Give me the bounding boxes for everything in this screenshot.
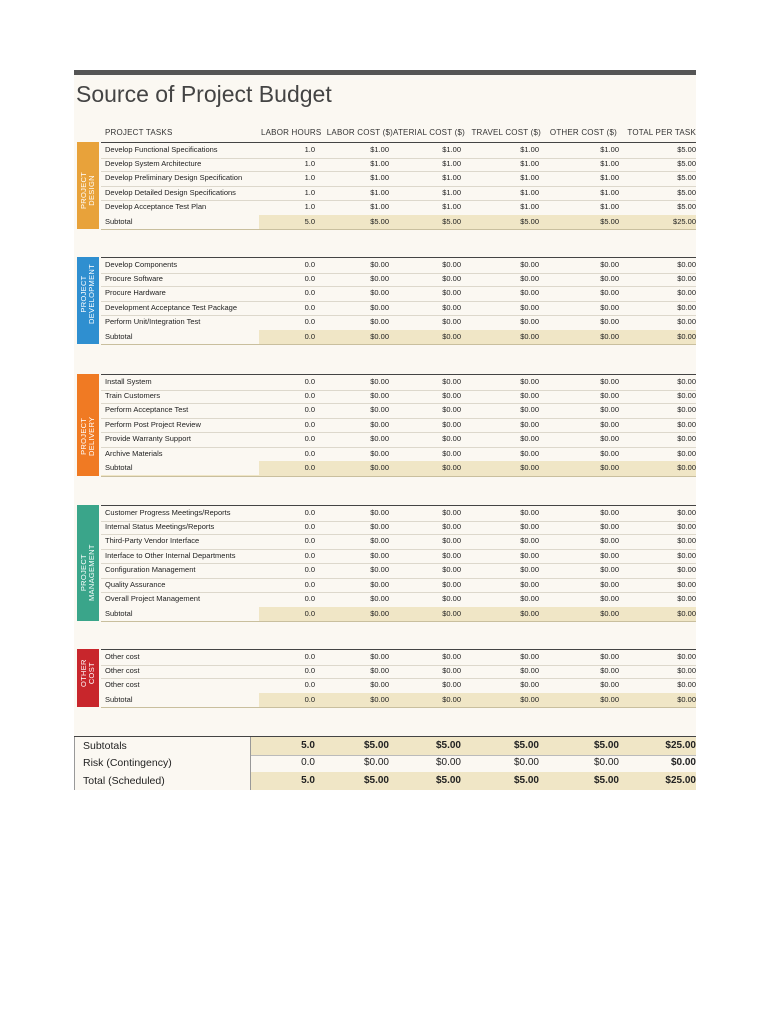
top-rule bbox=[74, 70, 696, 75]
task-name: Other cost bbox=[105, 665, 140, 675]
totals-label: Total (Scheduled) bbox=[74, 772, 251, 790]
cell-labor-cost: $0.00 bbox=[370, 260, 389, 269]
cell-travel-cost: $1.00 bbox=[520, 202, 539, 211]
cell-material-cost: $0.00 bbox=[442, 302, 461, 312]
cell-total-per-task: $0.00 bbox=[677, 508, 696, 517]
table-row bbox=[101, 403, 696, 419]
task-name: Archive Materials bbox=[105, 448, 163, 458]
cell-other-cost: $0.00 bbox=[600, 390, 619, 400]
table-row bbox=[101, 157, 696, 173]
cell-travel-cost: $1.00 bbox=[520, 187, 539, 197]
task-name: Procure Software bbox=[105, 273, 163, 283]
totals-row bbox=[74, 736, 696, 756]
section-color-bar bbox=[77, 374, 99, 476]
cell-labor-hours: 1.0 bbox=[304, 202, 315, 211]
cell-labor-hours: 0.0 bbox=[304, 694, 315, 704]
cell-travel-cost: $1.00 bbox=[520, 173, 539, 182]
cell-other-cost: $1.00 bbox=[600, 158, 619, 168]
cell-labor-hours: 0.0 bbox=[304, 680, 315, 689]
totals-row bbox=[74, 772, 696, 790]
subtotal-row bbox=[101, 693, 696, 709]
totals-cell-labor-hours: 5.0 bbox=[301, 740, 315, 751]
cell-total-per-task: $0.00 bbox=[677, 463, 696, 472]
subtotal-label: Subtotal bbox=[101, 693, 259, 707]
cell-total-per-task: $5.00 bbox=[677, 187, 696, 197]
cell-labor-hours: 0.0 bbox=[304, 550, 315, 560]
cell-total-per-task: $0.00 bbox=[677, 419, 696, 429]
totals-cell-total-per-task: $25.00 bbox=[665, 740, 696, 751]
cell-material-cost: $0.00 bbox=[442, 273, 461, 283]
header-material-cost: ATERIAL COST ($) bbox=[393, 128, 465, 137]
cell-material-cost: $0.00 bbox=[442, 331, 461, 341]
section-color-bar bbox=[77, 649, 99, 707]
cell-travel-cost: $0.00 bbox=[520, 550, 539, 560]
task-name: Develop Detailed Design Specifications bbox=[105, 187, 236, 197]
task-name: Develop Components bbox=[105, 260, 178, 269]
table-row bbox=[101, 315, 696, 331]
section-label: PROJECT DEVELOPMENT bbox=[79, 264, 96, 324]
cell-labor-cost: $0.00 bbox=[370, 579, 389, 589]
cell-labor-hours: 0.0 bbox=[304, 521, 315, 531]
totals-label: Risk (Contingency) bbox=[74, 754, 251, 772]
task-name: Provide Warranty Support bbox=[105, 434, 192, 443]
header-travel-cost: TRAVEL COST ($) bbox=[471, 128, 541, 137]
cell-labor-hours: 0.0 bbox=[304, 288, 315, 297]
subtotal-row bbox=[101, 461, 696, 477]
section-color-bar bbox=[77, 142, 99, 229]
task-name: Third-Party Vendor Interface bbox=[105, 536, 200, 545]
cell-other-cost: $0.00 bbox=[600, 419, 619, 429]
cell-travel-cost: $0.00 bbox=[520, 273, 539, 283]
header-total-per-task: TOTAL PER TASK bbox=[627, 128, 696, 137]
cell-total-per-task: $25.00 bbox=[673, 216, 696, 226]
table-row bbox=[101, 549, 696, 565]
cell-travel-cost: $0.00 bbox=[520, 288, 539, 297]
cell-total-per-task: $5.00 bbox=[677, 202, 696, 211]
cell-total-per-task: $0.00 bbox=[677, 680, 696, 689]
cell-labor-cost: $0.00 bbox=[370, 550, 389, 560]
cell-material-cost: $0.00 bbox=[442, 448, 461, 458]
task-name: Other cost bbox=[105, 652, 140, 661]
cell-labor-cost: $0.00 bbox=[370, 594, 389, 603]
cell-travel-cost: $0.00 bbox=[520, 390, 539, 400]
cell-other-cost: $0.00 bbox=[600, 405, 619, 414]
table-row bbox=[101, 200, 696, 216]
cell-labor-cost: $0.00 bbox=[370, 331, 389, 341]
cell-labor-cost: $0.00 bbox=[370, 302, 389, 312]
cell-other-cost: $0.00 bbox=[600, 463, 619, 472]
cell-travel-cost: $0.00 bbox=[520, 419, 539, 429]
cell-other-cost: $0.00 bbox=[600, 302, 619, 312]
totals-cell-travel-cost: $0.00 bbox=[513, 757, 539, 768]
cell-labor-hours: 0.0 bbox=[304, 302, 315, 312]
cell-material-cost: $0.00 bbox=[442, 536, 461, 545]
cell-labor-hours: 1.0 bbox=[304, 173, 315, 182]
cell-other-cost: $0.00 bbox=[600, 579, 619, 589]
task-name: Other cost bbox=[105, 680, 140, 689]
task-name: Internal Status Meetings/Reports bbox=[105, 521, 215, 531]
cell-travel-cost: $5.00 bbox=[520, 216, 539, 226]
cell-labor-cost: $0.00 bbox=[370, 273, 389, 283]
cell-total-per-task: $0.00 bbox=[677, 390, 696, 400]
cell-other-cost: $1.00 bbox=[600, 173, 619, 182]
cell-material-cost: $0.00 bbox=[442, 288, 461, 297]
totals-cell-labor-hours: 0.0 bbox=[301, 757, 315, 768]
cell-travel-cost: $0.00 bbox=[520, 377, 539, 386]
cell-labor-hours: 1.0 bbox=[304, 158, 315, 168]
cell-labor-hours: 0.0 bbox=[304, 594, 315, 603]
cell-travel-cost: $0.00 bbox=[520, 434, 539, 443]
cell-total-per-task: $0.00 bbox=[677, 608, 696, 618]
cell-labor-cost: $1.00 bbox=[370, 145, 389, 154]
cell-total-per-task: $0.00 bbox=[677, 288, 696, 297]
table-row bbox=[101, 664, 696, 680]
cell-labor-cost: $0.00 bbox=[370, 665, 389, 675]
cell-total-per-task: $0.00 bbox=[677, 565, 696, 574]
cell-labor-cost: $0.00 bbox=[370, 694, 389, 704]
cell-material-cost: $1.00 bbox=[442, 187, 461, 197]
cell-labor-hours: 0.0 bbox=[304, 434, 315, 443]
totals-cell-labor-hours: 5.0 bbox=[301, 775, 315, 786]
cell-labor-hours: 0.0 bbox=[304, 331, 315, 341]
cell-labor-hours: 0.0 bbox=[304, 419, 315, 429]
totals-cell-other-cost: $5.00 bbox=[593, 775, 619, 786]
cell-labor-hours: 0.0 bbox=[304, 463, 315, 472]
cell-total-per-task: $5.00 bbox=[677, 173, 696, 182]
header-project-tasks: PROJECT TASKS bbox=[105, 128, 173, 137]
section-label: OTHER COST bbox=[79, 659, 96, 687]
section-label: PROJECT MANAGEMENT bbox=[79, 544, 96, 601]
cell-other-cost: $1.00 bbox=[600, 145, 619, 154]
task-name: Perform Unit/Integration Test bbox=[105, 317, 201, 326]
cell-travel-cost: $1.00 bbox=[520, 158, 539, 168]
table-row bbox=[101, 678, 696, 694]
cell-material-cost: $0.00 bbox=[442, 652, 461, 661]
task-name: Install System bbox=[105, 377, 152, 386]
subtotal-label: Subtotal bbox=[101, 607, 259, 621]
task-name: Interface to Other Internal Departments bbox=[105, 550, 236, 560]
table-row bbox=[101, 272, 696, 288]
cell-labor-hours: 0.0 bbox=[304, 508, 315, 517]
totals-cell-travel-cost: $5.00 bbox=[513, 740, 539, 751]
cell-material-cost: $0.00 bbox=[442, 665, 461, 675]
cell-material-cost: $0.00 bbox=[442, 594, 461, 603]
cell-material-cost: $5.00 bbox=[442, 216, 461, 226]
cell-labor-hours: 0.0 bbox=[304, 317, 315, 326]
cell-labor-cost: $0.00 bbox=[370, 508, 389, 517]
cell-material-cost: $0.00 bbox=[442, 521, 461, 531]
cell-material-cost: $0.00 bbox=[442, 508, 461, 517]
task-name: Overall Project Management bbox=[105, 594, 201, 603]
cell-labor-cost: $0.00 bbox=[370, 652, 389, 661]
cell-labor-hours: 1.0 bbox=[304, 145, 315, 154]
cell-other-cost: $0.00 bbox=[600, 594, 619, 603]
cell-travel-cost: $0.00 bbox=[520, 260, 539, 269]
cell-total-per-task: $0.00 bbox=[677, 594, 696, 603]
totals-label: Subtotals bbox=[74, 737, 251, 755]
cell-labor-cost: $5.00 bbox=[370, 216, 389, 226]
subtotal-row bbox=[101, 607, 696, 623]
cell-other-cost: $5.00 bbox=[600, 216, 619, 226]
cell-other-cost: $0.00 bbox=[600, 317, 619, 326]
cell-travel-cost: $0.00 bbox=[520, 608, 539, 618]
cell-travel-cost: $0.00 bbox=[520, 594, 539, 603]
cell-labor-hours: 0.0 bbox=[304, 448, 315, 458]
totals-cell-labor-cost: $5.00 bbox=[363, 775, 389, 786]
cell-labor-hours: 0.0 bbox=[304, 377, 315, 386]
cell-total-per-task: $0.00 bbox=[677, 536, 696, 545]
table-row bbox=[101, 418, 696, 434]
cell-material-cost: $0.00 bbox=[442, 419, 461, 429]
header-labor-cost: LABOR COST ($) bbox=[326, 128, 393, 137]
cell-total-per-task: $0.00 bbox=[677, 694, 696, 704]
table-row bbox=[101, 563, 696, 579]
cell-travel-cost: $0.00 bbox=[520, 565, 539, 574]
cell-labor-hours: 1.0 bbox=[304, 187, 315, 197]
totals-row bbox=[74, 754, 696, 773]
cell-material-cost: $0.00 bbox=[442, 550, 461, 560]
table-row bbox=[101, 186, 696, 202]
cell-travel-cost: $0.00 bbox=[520, 302, 539, 312]
cell-total-per-task: $0.00 bbox=[677, 260, 696, 269]
cell-travel-cost: $0.00 bbox=[520, 463, 539, 472]
totals-cell-material-cost: $0.00 bbox=[435, 757, 461, 768]
cell-labor-cost: $1.00 bbox=[370, 202, 389, 211]
totals-cell-total-per-task: $0.00 bbox=[670, 757, 696, 768]
task-name: Develop Preliminary Design Specification bbox=[105, 173, 243, 182]
cell-travel-cost: $0.00 bbox=[520, 536, 539, 545]
totals-values bbox=[251, 737, 696, 755]
cell-material-cost: $0.00 bbox=[442, 579, 461, 589]
cell-travel-cost: $0.00 bbox=[520, 405, 539, 414]
cell-total-per-task: $0.00 bbox=[677, 665, 696, 675]
cell-other-cost: $0.00 bbox=[600, 288, 619, 297]
cell-other-cost: $0.00 bbox=[600, 448, 619, 458]
cell-labor-cost: $0.00 bbox=[370, 536, 389, 545]
cell-total-per-task: $0.00 bbox=[677, 317, 696, 326]
cell-labor-hours: 5.0 bbox=[304, 216, 315, 226]
cell-material-cost: $0.00 bbox=[442, 260, 461, 269]
table-row bbox=[101, 592, 696, 608]
cell-total-per-task: $0.00 bbox=[677, 302, 696, 312]
section-label: PROJECT DELIVERY bbox=[79, 416, 96, 456]
totals-cell-labor-cost: $0.00 bbox=[363, 757, 389, 768]
task-name: Customer Progress Meetings/Reports bbox=[105, 508, 231, 517]
cell-total-per-task: $0.00 bbox=[677, 273, 696, 283]
cell-other-cost: $0.00 bbox=[600, 565, 619, 574]
cell-material-cost: $0.00 bbox=[442, 608, 461, 618]
cell-total-per-task: $0.00 bbox=[677, 377, 696, 386]
table-row bbox=[101, 171, 696, 187]
cell-labor-hours: 0.0 bbox=[304, 390, 315, 400]
cell-labor-cost: $0.00 bbox=[370, 680, 389, 689]
header-other-cost: OTHER COST ($) bbox=[549, 128, 617, 137]
cell-other-cost: $0.00 bbox=[600, 680, 619, 689]
cell-labor-cost: $0.00 bbox=[370, 405, 389, 414]
totals-cell-total-per-task: $25.00 bbox=[665, 775, 696, 786]
cell-labor-hours: 0.0 bbox=[304, 405, 315, 414]
task-name: Quality Assurance bbox=[105, 579, 166, 589]
totals-cell-travel-cost: $5.00 bbox=[513, 775, 539, 786]
task-name: Perform Post Project Review bbox=[105, 419, 201, 429]
section-color-bar bbox=[77, 505, 99, 621]
cell-travel-cost: $0.00 bbox=[520, 317, 539, 326]
cell-labor-cost: $0.00 bbox=[370, 521, 389, 531]
cell-labor-hours: 0.0 bbox=[304, 665, 315, 675]
table-row bbox=[101, 286, 696, 302]
page-title: Source of Project Budget bbox=[76, 81, 332, 107]
cell-other-cost: $0.00 bbox=[600, 508, 619, 517]
cell-material-cost: $0.00 bbox=[442, 694, 461, 704]
task-name: Procure Hardware bbox=[105, 288, 166, 297]
cell-total-per-task: $5.00 bbox=[677, 145, 696, 154]
cell-labor-cost: $1.00 bbox=[370, 173, 389, 182]
section-color-bar bbox=[77, 257, 99, 344]
cell-travel-cost: $1.00 bbox=[520, 145, 539, 154]
cell-other-cost: $1.00 bbox=[600, 187, 619, 197]
cell-total-per-task: $5.00 bbox=[677, 158, 696, 168]
task-name: Perform Acceptance Test bbox=[105, 405, 189, 414]
task-name: Develop System Architecture bbox=[105, 158, 202, 168]
cell-labor-hours: 0.0 bbox=[304, 652, 315, 661]
cell-material-cost: $0.00 bbox=[442, 680, 461, 689]
totals-cell-labor-cost: $5.00 bbox=[363, 740, 389, 751]
cell-other-cost: $0.00 bbox=[600, 608, 619, 618]
cell-labor-cost: $1.00 bbox=[370, 158, 389, 168]
subtotal-row bbox=[101, 330, 696, 346]
cell-travel-cost: $0.00 bbox=[520, 665, 539, 675]
subtotal-row bbox=[101, 215, 696, 231]
totals-values bbox=[251, 754, 696, 772]
cell-total-per-task: $0.00 bbox=[677, 405, 696, 414]
task-name: Development Acceptance Test Package bbox=[105, 302, 238, 312]
section-label: PROJECT DESIGN bbox=[79, 171, 96, 209]
cell-travel-cost: $0.00 bbox=[520, 508, 539, 517]
table-row bbox=[101, 389, 696, 405]
table-row bbox=[101, 301, 696, 317]
cell-travel-cost: $0.00 bbox=[520, 579, 539, 589]
totals-cell-material-cost: $5.00 bbox=[435, 740, 461, 751]
cell-other-cost: $0.00 bbox=[600, 260, 619, 269]
table-row bbox=[101, 447, 696, 463]
cell-other-cost: $0.00 bbox=[600, 652, 619, 661]
totals-cell-material-cost: $5.00 bbox=[435, 775, 461, 786]
cell-material-cost: $1.00 bbox=[442, 158, 461, 168]
cell-labor-hours: 0.0 bbox=[304, 536, 315, 545]
cell-labor-cost: $1.00 bbox=[370, 187, 389, 197]
cell-total-per-task: $0.00 bbox=[677, 579, 696, 589]
cell-labor-hours: 0.0 bbox=[304, 608, 315, 618]
cell-other-cost: $0.00 bbox=[600, 273, 619, 283]
cell-other-cost: $0.00 bbox=[600, 665, 619, 675]
cell-material-cost: $0.00 bbox=[442, 377, 461, 386]
cell-other-cost: $0.00 bbox=[600, 536, 619, 545]
cell-other-cost: $0.00 bbox=[600, 331, 619, 341]
cell-other-cost: $0.00 bbox=[600, 434, 619, 443]
cell-total-per-task: $0.00 bbox=[677, 331, 696, 341]
task-name: Develop Functional Specifications bbox=[105, 145, 218, 154]
totals-values bbox=[251, 772, 696, 790]
cell-material-cost: $0.00 bbox=[442, 434, 461, 443]
table-row bbox=[101, 534, 696, 550]
totals-cell-other-cost: $0.00 bbox=[593, 757, 619, 768]
task-name: Develop Acceptance Test Plan bbox=[105, 202, 207, 211]
cell-labor-cost: $0.00 bbox=[370, 448, 389, 458]
cell-labor-cost: $0.00 bbox=[370, 317, 389, 326]
budget-sheet bbox=[74, 70, 696, 790]
table-row bbox=[101, 432, 696, 448]
cell-labor-cost: $0.00 bbox=[370, 419, 389, 429]
cell-other-cost: $0.00 bbox=[600, 521, 619, 531]
cell-travel-cost: $0.00 bbox=[520, 652, 539, 661]
table-row bbox=[101, 578, 696, 594]
header-labor-hours: LABOR HOURS bbox=[261, 128, 322, 137]
cell-labor-cost: $0.00 bbox=[370, 288, 389, 297]
cell-travel-cost: $0.00 bbox=[520, 521, 539, 531]
cell-total-per-task: $0.00 bbox=[677, 434, 696, 443]
subtotal-label: Subtotal bbox=[101, 215, 259, 229]
cell-other-cost: $0.00 bbox=[600, 694, 619, 704]
cell-other-cost: $1.00 bbox=[600, 202, 619, 211]
cell-travel-cost: $0.00 bbox=[520, 694, 539, 704]
cell-labor-hours: 0.0 bbox=[304, 260, 315, 269]
cell-labor-cost: $0.00 bbox=[370, 377, 389, 386]
task-name: Train Customers bbox=[105, 390, 161, 400]
cell-material-cost: $0.00 bbox=[442, 463, 461, 472]
cell-total-per-task: $0.00 bbox=[677, 521, 696, 531]
cell-labor-cost: $0.00 bbox=[370, 434, 389, 443]
cell-total-per-task: $0.00 bbox=[677, 550, 696, 560]
cell-total-per-task: $0.00 bbox=[677, 652, 696, 661]
cell-labor-cost: $0.00 bbox=[370, 565, 389, 574]
cell-other-cost: $0.00 bbox=[600, 550, 619, 560]
cell-material-cost: $0.00 bbox=[442, 317, 461, 326]
cell-labor-hours: 0.0 bbox=[304, 565, 315, 574]
task-name: Configuration Management bbox=[105, 565, 196, 574]
cell-material-cost: $0.00 bbox=[442, 565, 461, 574]
totals-cell-other-cost: $5.00 bbox=[593, 740, 619, 751]
cell-total-per-task: $0.00 bbox=[677, 448, 696, 458]
subtotal-label: Subtotal bbox=[101, 330, 259, 344]
cell-travel-cost: $0.00 bbox=[520, 331, 539, 341]
subtotal-label: Subtotal bbox=[101, 461, 259, 475]
cell-material-cost: $0.00 bbox=[442, 390, 461, 400]
cell-travel-cost: $0.00 bbox=[520, 448, 539, 458]
cell-other-cost: $0.00 bbox=[600, 377, 619, 386]
cell-labor-hours: 0.0 bbox=[304, 579, 315, 589]
table-row bbox=[101, 520, 696, 536]
cell-labor-cost: $0.00 bbox=[370, 608, 389, 618]
cell-material-cost: $1.00 bbox=[442, 202, 461, 211]
cell-travel-cost: $0.00 bbox=[520, 680, 539, 689]
cell-material-cost: $1.00 bbox=[442, 145, 461, 154]
cell-labor-cost: $0.00 bbox=[370, 463, 389, 472]
cell-material-cost: $1.00 bbox=[442, 173, 461, 182]
cell-labor-cost: $0.00 bbox=[370, 390, 389, 400]
cell-material-cost: $0.00 bbox=[442, 405, 461, 414]
cell-labor-hours: 0.0 bbox=[304, 273, 315, 283]
